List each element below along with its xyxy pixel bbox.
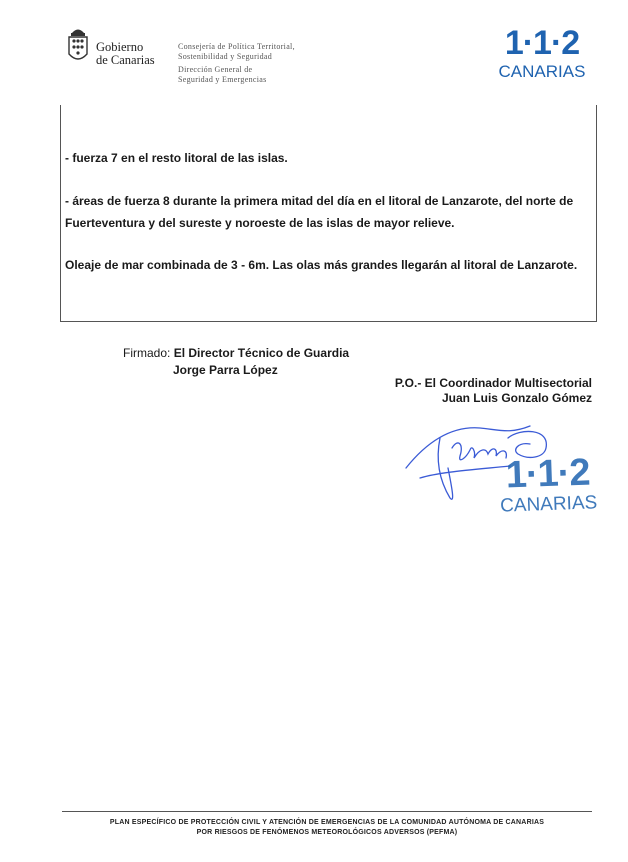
paragraph-fuerza-8: - áreas de fuerza 8 durante la primera mitad del día en el litoral de Lanzarote, del norte de Fuerteventura y del sureste y noroeste de las islas de mayor relieve. [65, 194, 574, 230]
logo-112-canarias: 1·1·2 CANARIAS [498, 24, 586, 81]
director-name: Jorge Parra López [173, 363, 278, 377]
logo-112-canarias-stamp: 1·1·2 CANARIAS [499, 451, 598, 517]
paragraph-oleaje: Oleaje de mar combinada de 3 - 6m. Las olas más grandes llegarán al litoral de Lanzarote. [65, 258, 578, 272]
firmado-label: Firmado: [123, 346, 171, 360]
direccion-general-name: Dirección General de Seguridad y Emergencias [178, 65, 267, 84]
firmado-line [123, 346, 349, 360]
coordinator-name: Juan Luis Gonzalo Gómez [441, 391, 592, 405]
footer-divider [62, 811, 592, 812]
firmado-title: El Director Técnico de Guardia [173, 346, 350, 360]
gobierno-canarias-coat-of-arms-icon [66, 26, 90, 66]
gobierno-canarias-name: Gobierno de Canarias [96, 40, 155, 67]
po-line: P.O.- El Coordinador Multisectorial [394, 376, 592, 390]
footer-plan-title: PLAN ESPECÍFICO DE PROTECCIÓN CIVIL Y ATENCIÓN DE EMERGENCIAS DE LA COMUNIDAD AUTÓNOMA DE CANARIAS POR RIESGOS DE FENÓMENOS METEOROLÓGICOS ADVERSOS (PEFMA) [109, 819, 545, 836]
consejeria-name: Consejería de Política Territorial, Sostenibilidad y Seguridad [178, 42, 295, 61]
paragraph-fuerza-7: - fuerza 7 en el resto litoral de las islas. [65, 151, 288, 165]
